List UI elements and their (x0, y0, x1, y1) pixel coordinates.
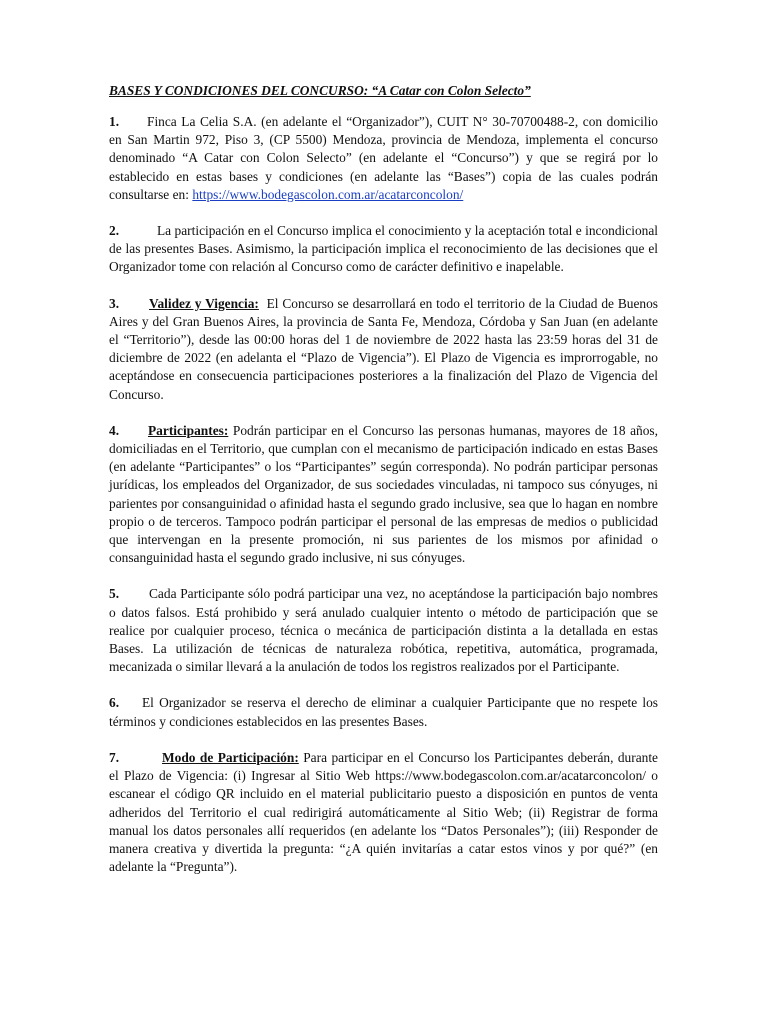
clause-number: 7. (109, 749, 120, 765)
clause-6 (109, 694, 658, 730)
clause-heading: Modo de Participación: (162, 749, 299, 765)
clause-text: Para participar en el Concurso los Participantes deberán, durante el Plazo de Vigencia: (i) Ingresar al Sitio Web https://www.bodegascolon.com.ar/acatarconcolon/ o escanear el código QR incluido en el material publicitario puesto a disposición en puntos de venta adheridos del Territorio el cual redirigirá automáticamente al Sitio Web; (ii) Registrar de forma manual los datos personales allí requeridos (en adelante los “Datos Personales”); (iii) Responder de manera creativa y divertida la pregunta: “¿A quién invitarías a catar estos vinos y por qué?” (en adelante la “Pregunta”). (109, 749, 659, 875)
clause-7 (109, 749, 658, 876)
clause-3 (109, 295, 658, 404)
clause-heading: Participantes: (148, 422, 229, 438)
clause-number: 6. (109, 695, 120, 711)
clause-heading: Validez y Vigencia: (149, 295, 259, 311)
clause-text: El Organizador se reserva el derecho de eliminar a cualquier Participante que no respete los términos y condiciones establecidos en las presentes Bases. (109, 695, 658, 729)
clause-1 (109, 113, 658, 204)
document-title: BASES Y CONDICIONES DEL CONCURSO: “A Catar con Colon Selecto” (109, 83, 531, 98)
clause-text: El Concurso se desarrollará en todo el territorio de la Ciudad de Buenos Aires y del Gran Buenos Aires, la provincia de Santa Fe, Mendoza, Córdoba y San Juan (en adelante el “Territorio”), desde las 00:00 horas del 1 de noviembre de 2022 hasta las 23:59 horas del 31 de diciembre de 2022 (en adelanta el “Plazo de Vigencia”). El Plazo de Vigencia es improrrogable, no aceptándose en consecuencia participaciones posteriores a la finalización del Plazo de Vigencia del Concurso. (109, 295, 658, 402)
clause-number: 5. (109, 586, 120, 602)
clause-text: Cada Participante sólo podrá participar una vez, no aceptándose la participación bajo nombres o datos falsos. Está prohibido y será anulado cualquier intento o método de participación que se realice por cualquier proceso, técnica o mecánica de participación distinta a la detallada en estas Bases. La utilización de técnicas de naturaleza robótica, repetitiva, automática, programada, mecanizada o similar llevará a la anulación de todos los registros realizados por el Participante. (109, 586, 658, 675)
clause-text: Finca La Celia S.A. (en adelante el “Organizador”), CUIT N° 30-70700488-2, con domicilio en San Martin 972, Piso 3, (CP 5500) Mendoza, provincia de Mendoza, implementa el concurso denominado “A Catar con Colon Selecto” (en adelante el “Concurso”) y que se regirá por lo establecido en estas bases y condiciones (en adelante las “Bases”) copia de las cuales podrán consultarse en: (109, 114, 658, 202)
bases-link[interactable]: https://www.bodegascolon.com.ar/acatarconcolon/ (192, 186, 464, 202)
clause-4 (109, 422, 658, 568)
clause-text: Podrán participar en el Concurso las personas humanas, mayores de 18 años, domiciliadas en el Territorio, que cumplan con el mecanismo de participación indicado en estas Bases (en adelante “Participantes” o los “Participantes” según corresponda). No podrán participar personas jurídicas, los empleados del Organizador, de sus sociedades vinculadas, ni tampoco sus cónyuges, ni parientes por consanguinidad o afinidad hasta el segundo grado inclusive, sea que lo hagan en nombre propio o de terceros. Tampoco podrán participar el personal de las empresas de medios o publicidad que intervengan en la presente promoción, ni sus parientes de los mismos por afinidad o consanguinidad hasta el segundo grado inclusive, ni sus cónyuges. (109, 422, 658, 566)
clause-number: 4. (109, 422, 120, 438)
clause-number: 2. (109, 223, 120, 239)
clause-2 (109, 222, 658, 277)
clause-number: 1. (109, 114, 120, 129)
clause-number: 3. (109, 295, 120, 311)
clause-5 (109, 585, 658, 676)
clause-text: La participación en el Concurso implica el conocimiento y la aceptación total e incondicional de las presentes Bases. Asimismo, la participación implica el reconocimiento de las decisiones que el Organizador tome con relación al Concurso como de carácter definitivo e inapelable. (109, 223, 658, 275)
